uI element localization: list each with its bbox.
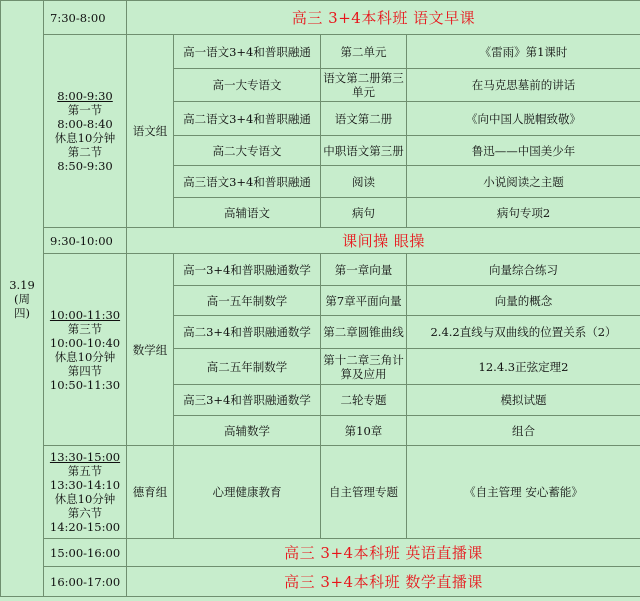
date-weekday-end: 四) xyxy=(14,305,30,320)
time-cell: 7:30-8:00 xyxy=(44,1,127,35)
date-cell xyxy=(1,1,44,597)
time-cell: 15:00-16:00 xyxy=(44,539,127,567)
class-cell: 高二五年制数学 xyxy=(174,349,321,385)
time-cell: 9:30-10:00 xyxy=(44,228,127,254)
class-cell: 心理健康教育 xyxy=(174,446,321,539)
session-block-math: 10:00-11:30 第三节 10:00-10:40 休息10分钟 第四节 10:50-11:30 xyxy=(44,254,127,446)
unit-cell: 第10章 xyxy=(321,416,407,446)
class-cell: 高一大专语文 xyxy=(174,69,321,102)
table-row xyxy=(1,539,640,567)
topic-cell: 组合 xyxy=(407,416,640,446)
unit-cell: 语文第二册 xyxy=(321,102,407,136)
broadcast-cell: 高三 3+4本科班 英语直播课 xyxy=(127,539,640,567)
group-label: 德育组 xyxy=(127,446,174,539)
table-row xyxy=(1,228,640,254)
topic-cell: 2.4.2直线与双曲线的位置关系（2） xyxy=(407,316,640,349)
topic-cell: 病句专项2 xyxy=(407,198,640,228)
table-row xyxy=(1,35,640,69)
table-row xyxy=(1,254,640,286)
table-row xyxy=(1,1,640,35)
unit-cell: 病句 xyxy=(321,198,407,228)
unit-cell: 二轮专题 xyxy=(321,385,407,416)
class-cell: 高三语文3+4和普职融通 xyxy=(174,166,321,198)
class-cell: 高辅数学 xyxy=(174,416,321,446)
session-block-moral: 13:30-15:00 第五节 13:30-14:10 休息10分钟 第六节 14:20-15:00 xyxy=(44,446,127,539)
unit-cell: 中职语文第三册 xyxy=(321,136,407,166)
class-cell: 高二大专语文 xyxy=(174,136,321,166)
unit-cell: 第二章圆锥曲线 xyxy=(321,316,407,349)
topic-cell: 《向中国人脱帽致敬》 xyxy=(407,102,640,136)
class-cell: 高一五年制数学 xyxy=(174,286,321,316)
unit-cell: 第7章平面向量 xyxy=(321,286,407,316)
date-weekday: (周 xyxy=(14,291,30,306)
break-cell: 课间操 眼操 xyxy=(127,228,640,254)
broadcast-cell: 高三 3+4本科班 数学直播课 xyxy=(127,567,640,597)
class-cell: 高三3+4和普职融通数学 xyxy=(174,385,321,416)
class-cell: 高二语文3+4和普职融通 xyxy=(174,102,321,136)
topic-cell: 在马克思墓前的讲话 xyxy=(407,69,640,102)
group-label: 语文组 xyxy=(127,35,174,228)
date-label: 3.19 xyxy=(9,277,35,292)
topic-cell: 《自主管理 安心蓄能》 xyxy=(407,446,640,539)
class-cell: 高二3+4和普职融通数学 xyxy=(174,316,321,349)
topic-cell: 12.4.3正弦定理2 xyxy=(407,349,640,385)
group-label: 数学组 xyxy=(127,254,174,446)
unit-cell: 阅读 xyxy=(321,166,407,198)
table-row xyxy=(1,446,640,539)
class-cell: 高一语文3+4和普职融通 xyxy=(174,35,321,69)
class-cell: 高一3+4和普职融通数学 xyxy=(174,254,321,286)
unit-cell: 语文第二册第三单元 xyxy=(321,69,407,102)
topic-cell: 向量的概念 xyxy=(407,286,640,316)
time-cell: 16:00-17:00 xyxy=(44,567,127,597)
topic-cell: 小说阅读之主题 xyxy=(407,166,640,198)
unit-cell: 第十二章三角计算及应用 xyxy=(321,349,407,385)
table-row xyxy=(1,567,640,597)
unit-cell: 自主管理专题 xyxy=(321,446,407,539)
topic-cell: 鲁迅——中国美少年 xyxy=(407,136,640,166)
topic-cell: 《雷雨》第1课时 xyxy=(407,35,640,69)
topic-cell: 模拟试题 xyxy=(407,385,640,416)
session-block-chinese: 8:00-9:30 第一节 8:00-8:40 休息10分钟 第二节 8:50-9:30 xyxy=(44,35,127,228)
class-cell: 高辅语文 xyxy=(174,198,321,228)
topic-cell: 向量综合练习 xyxy=(407,254,640,286)
unit-cell: 第一章向量 xyxy=(321,254,407,286)
unit-cell: 第二单元 xyxy=(321,35,407,69)
broadcast-cell: 高三 3+4本科班 语文早课 xyxy=(127,1,640,35)
